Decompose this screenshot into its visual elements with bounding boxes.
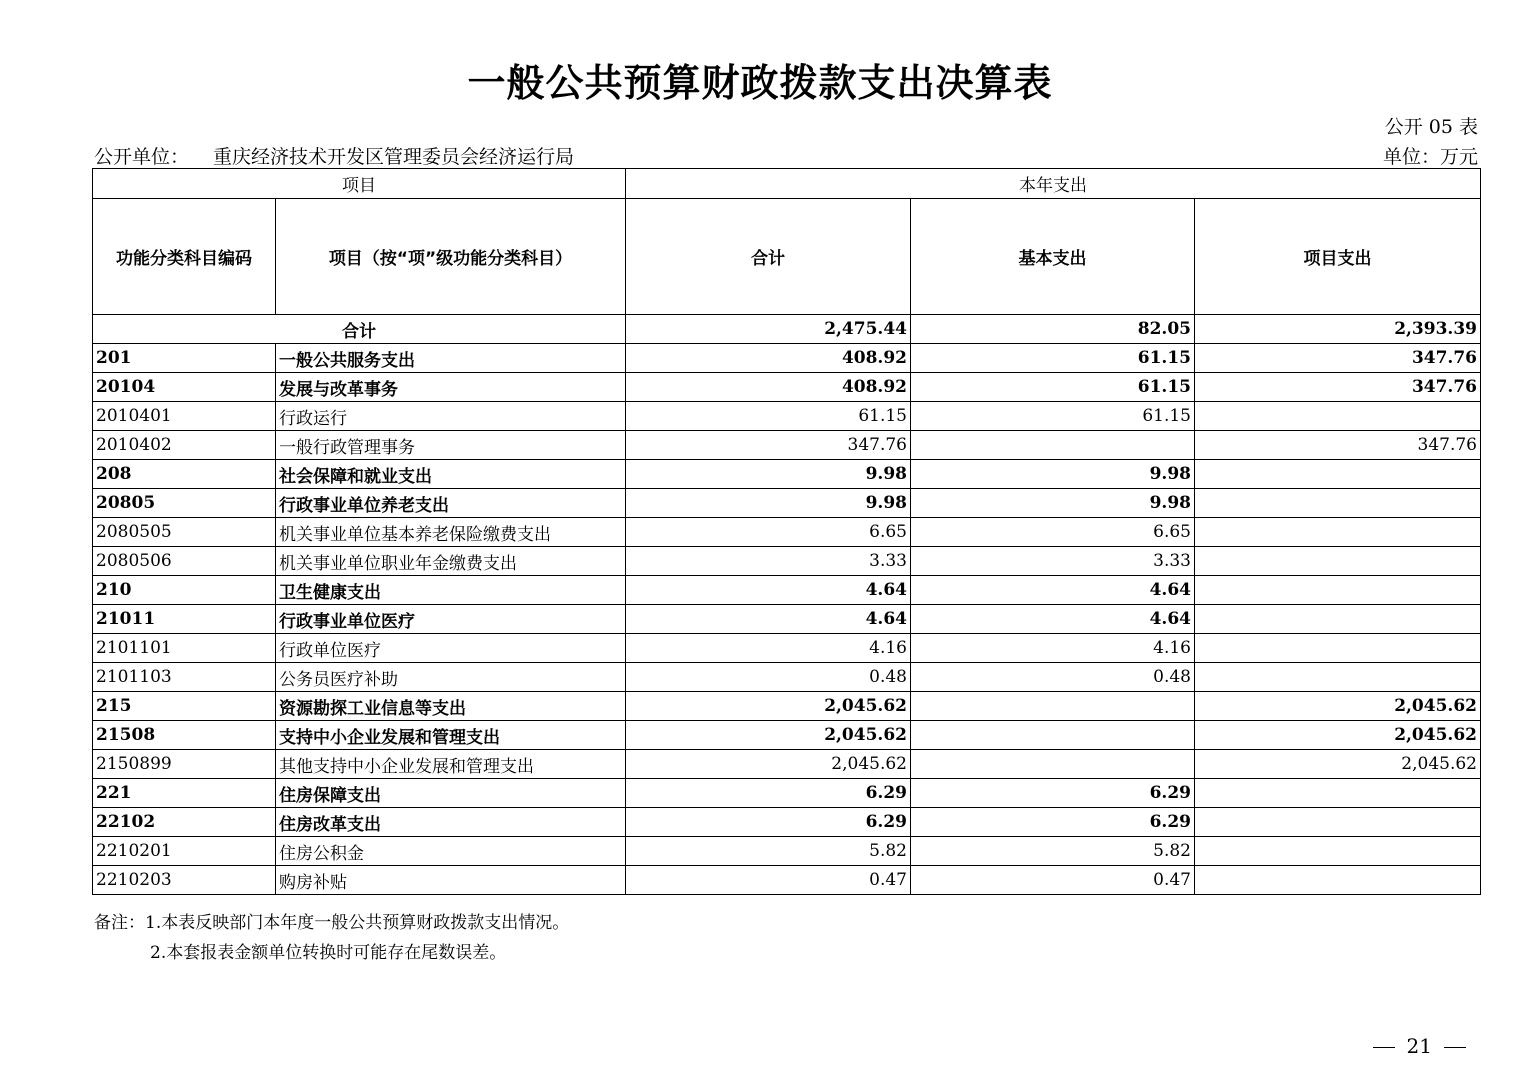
row-basic: 6.65 <box>911 518 1195 547</box>
row-name: 住房改革支出 <box>276 808 626 837</box>
row-total: 408.92 <box>626 344 911 373</box>
row-code: 2080506 <box>93 547 276 576</box>
row-code: 21011 <box>93 605 276 634</box>
table-row <box>93 837 1481 866</box>
reporting-unit <box>94 142 574 169</box>
row-project <box>1195 634 1481 663</box>
row-total: 3.33 <box>626 547 911 576</box>
form-number: 公开 05 表 <box>1384 116 1478 138</box>
total-row-label: 合计 <box>93 315 626 344</box>
unit-name: 重庆经济技术开发区管理委员会经济运行局 <box>213 146 575 168</box>
row-code: 221 <box>93 779 276 808</box>
row-project: 2,045.62 <box>1195 721 1481 750</box>
row-name: 机关事业单位职业年金缴费支出 <box>276 547 626 576</box>
row-total: 0.47 <box>626 866 911 895</box>
row-basic: 4.16 <box>911 634 1195 663</box>
header-current-year: 本年支出 <box>626 169 1481 199</box>
note-2: 2.本套报表金额单位转换时可能存在尾数误差。 <box>150 943 507 963</box>
table-row <box>93 721 1481 750</box>
row-total: 2,045.62 <box>626 721 911 750</box>
total-row <box>93 315 1481 344</box>
table-row <box>93 779 1481 808</box>
row-name: 公务员医疗补助 <box>276 663 626 692</box>
row-code: 215 <box>93 692 276 721</box>
table-row <box>93 634 1481 663</box>
row-code: 208 <box>93 460 276 489</box>
table-row <box>93 808 1481 837</box>
row-total: 0.48 <box>626 663 911 692</box>
row-basic <box>911 750 1195 779</box>
row-basic: 6.29 <box>911 779 1195 808</box>
row-basic: 3.33 <box>911 547 1195 576</box>
row-basic: 4.64 <box>911 576 1195 605</box>
row-name: 行政事业单位医疗 <box>276 605 626 634</box>
row-name: 资源勘探工业信息等支出 <box>276 692 626 721</box>
row-name: 一般公共服务支出 <box>276 344 626 373</box>
row-code: 2210203 <box>93 866 276 895</box>
row-total: 9.98 <box>626 489 911 518</box>
row-total: 6.65 <box>626 518 911 547</box>
row-total: 61.15 <box>626 402 911 431</box>
row-basic: 4.64 <box>911 605 1195 634</box>
row-basic: 9.98 <box>911 460 1195 489</box>
row-name: 一般行政管理事务 <box>276 431 626 460</box>
table-row <box>93 489 1481 518</box>
row-total: 408.92 <box>626 373 911 402</box>
note-1: 备注：1.本表反映部门本年度一般公共预算财政拨款支出情况。 <box>94 913 570 933</box>
header-row-1 <box>93 169 1481 199</box>
row-name: 行政单位医疗 <box>276 634 626 663</box>
row-project <box>1195 518 1481 547</box>
row-name: 发展与改革事务 <box>276 373 626 402</box>
row-basic: 6.29 <box>911 808 1195 837</box>
row-code: 201 <box>93 344 276 373</box>
row-basic: 9.98 <box>911 489 1195 518</box>
dash-left <box>1373 1047 1395 1048</box>
row-name: 行政运行 <box>276 402 626 431</box>
row-code: 20104 <box>93 373 276 402</box>
row-total: 9.98 <box>626 460 911 489</box>
row-basic <box>911 431 1195 460</box>
expenditure-table <box>92 168 1481 895</box>
header-code: 功能分类科目编码 <box>93 199 276 315</box>
table-row <box>93 692 1481 721</box>
row-project: 2,045.62 <box>1195 692 1481 721</box>
row-code: 2210201 <box>93 837 276 866</box>
row-code: 22102 <box>93 808 276 837</box>
row-basic: 61.15 <box>911 373 1195 402</box>
page-number <box>1361 1034 1478 1058</box>
table-row <box>93 373 1481 402</box>
row-code: 21508 <box>93 721 276 750</box>
row-basic: 0.48 <box>911 663 1195 692</box>
header-basic: 基本支出 <box>911 199 1195 315</box>
money-unit: 单位：万元 <box>1382 146 1478 168</box>
table-row <box>93 866 1481 895</box>
row-total: 4.16 <box>626 634 911 663</box>
row-basic: 5.82 <box>911 837 1195 866</box>
row-name: 支持中小企业发展和管理支出 <box>276 721 626 750</box>
header-project: 项目 <box>93 169 626 199</box>
row-name: 购房补贴 <box>276 866 626 895</box>
table-row <box>93 460 1481 489</box>
row-basic: 0.47 <box>911 866 1195 895</box>
row-code: 2101101 <box>93 634 276 663</box>
notes <box>94 908 569 968</box>
total-row-basic: 82.05 <box>911 315 1195 344</box>
row-total: 4.64 <box>626 576 911 605</box>
row-total: 6.29 <box>626 779 911 808</box>
row-project <box>1195 837 1481 866</box>
row-code: 2150899 <box>93 750 276 779</box>
header-project-expense: 项目支出 <box>1195 199 1481 315</box>
row-basic: 61.15 <box>911 344 1195 373</box>
header-row-2 <box>93 199 1481 315</box>
row-project <box>1195 663 1481 692</box>
row-code: 20805 <box>93 489 276 518</box>
row-name: 住房公积金 <box>276 837 626 866</box>
dash-right <box>1444 1047 1466 1048</box>
row-basic <box>911 721 1195 750</box>
unit-label: 公开单位： <box>94 146 190 168</box>
table-row <box>93 518 1481 547</box>
row-project: 2,045.62 <box>1195 750 1481 779</box>
row-name: 社会保障和就业支出 <box>276 460 626 489</box>
row-total: 2,045.62 <box>626 692 911 721</box>
row-project: 347.76 <box>1195 344 1481 373</box>
row-name: 其他支持中小企业发展和管理支出 <box>276 750 626 779</box>
row-code: 2080505 <box>93 518 276 547</box>
header-item: 项目（按“项”级功能分类科目） <box>276 199 626 315</box>
row-total: 347.76 <box>626 431 911 460</box>
row-project: 347.76 <box>1195 431 1481 460</box>
row-name: 卫生健康支出 <box>276 576 626 605</box>
table-row <box>93 663 1481 692</box>
row-project <box>1195 808 1481 837</box>
table-row <box>93 750 1481 779</box>
page-number-value: 21 <box>1406 1034 1432 1058</box>
row-project <box>1195 605 1481 634</box>
row-project <box>1195 460 1481 489</box>
row-project <box>1195 576 1481 605</box>
total-row-total: 2,475.44 <box>626 315 911 344</box>
row-project <box>1195 779 1481 808</box>
row-total: 5.82 <box>626 837 911 866</box>
total-row-project: 2,393.39 <box>1195 315 1481 344</box>
table-row <box>93 402 1481 431</box>
table-row <box>93 344 1481 373</box>
table-row <box>93 547 1481 576</box>
row-total: 2,045.62 <box>626 750 911 779</box>
header-total: 合计 <box>626 199 911 315</box>
row-name: 住房保障支出 <box>276 779 626 808</box>
row-total: 6.29 <box>626 808 911 837</box>
row-name: 行政事业单位养老支出 <box>276 489 626 518</box>
row-basic <box>911 692 1195 721</box>
row-total: 4.64 <box>626 605 911 634</box>
row-code: 2010402 <box>93 431 276 460</box>
table-row <box>93 431 1481 460</box>
row-name: 机关事业单位基本养老保险缴费支出 <box>276 518 626 547</box>
table-row <box>93 605 1481 634</box>
row-code: 2101103 <box>93 663 276 692</box>
row-code: 2010401 <box>93 402 276 431</box>
row-project <box>1195 402 1481 431</box>
row-project: 347.76 <box>1195 373 1481 402</box>
row-basic: 61.15 <box>911 402 1195 431</box>
table-row <box>93 576 1481 605</box>
row-project <box>1195 489 1481 518</box>
row-project <box>1195 866 1481 895</box>
page-title: 一般公共预算财政拨款支出决算表 <box>467 61 1053 105</box>
row-project <box>1195 547 1481 576</box>
row-code: 210 <box>93 576 276 605</box>
